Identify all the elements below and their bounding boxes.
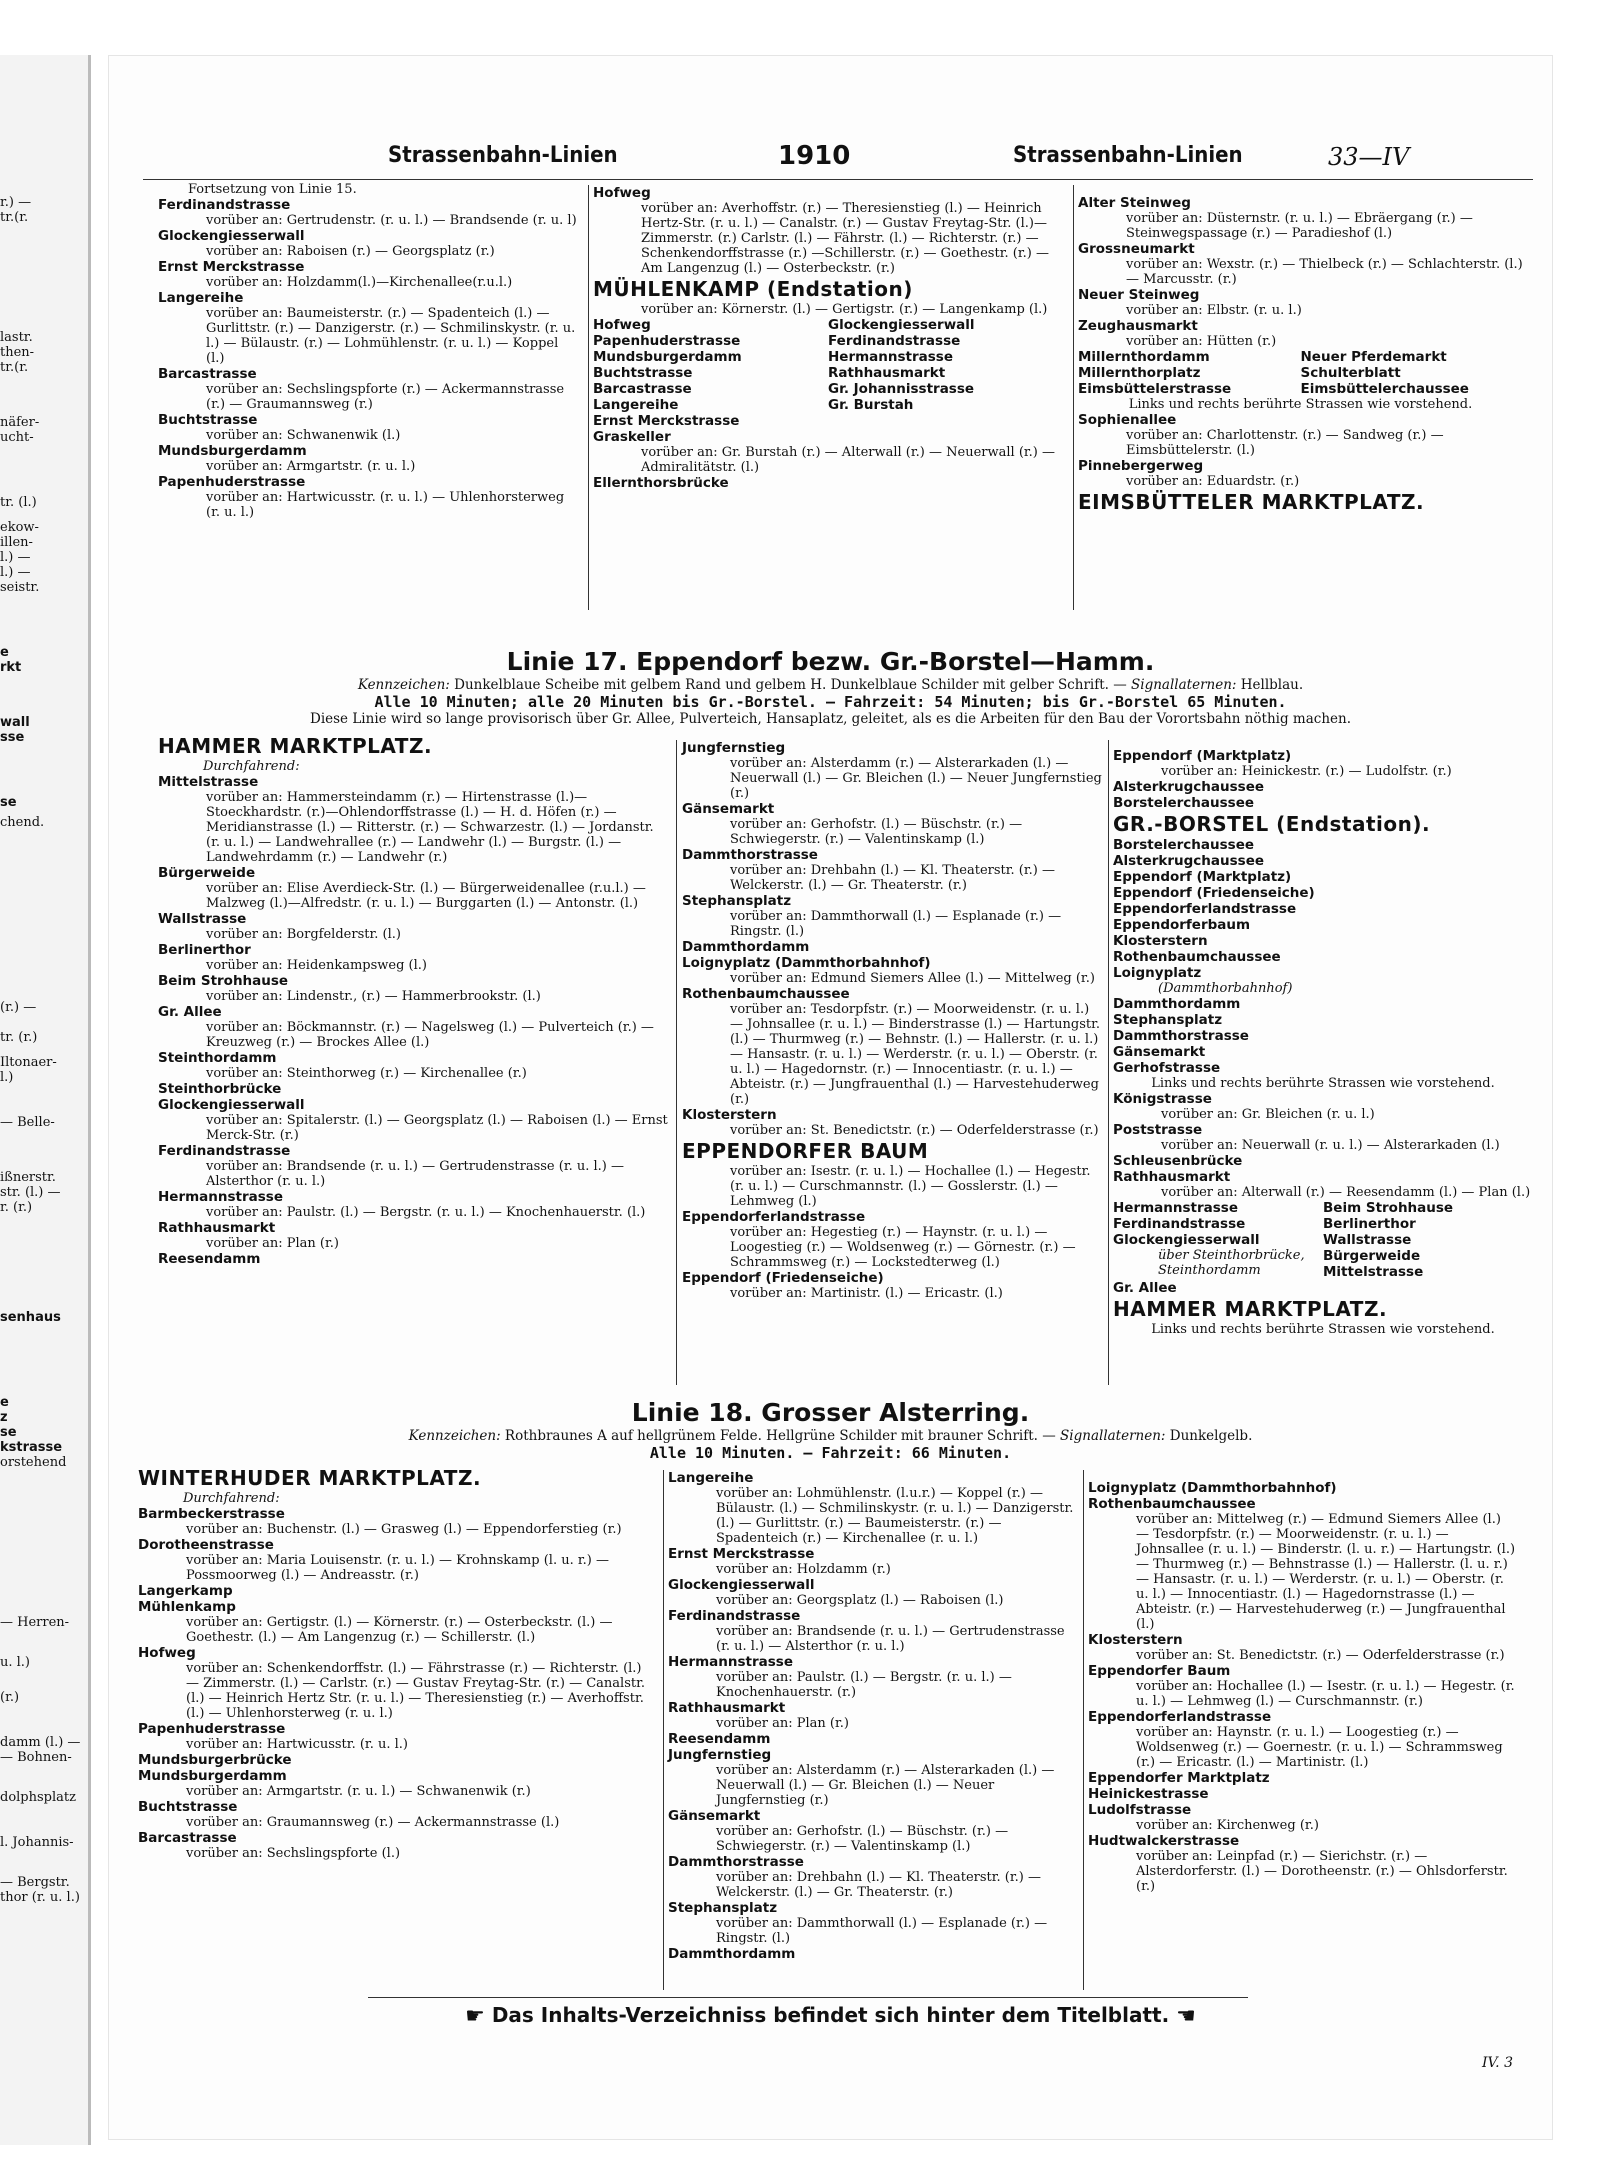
linie17-frequency: Alle 10 Minuten; alle 20 Minuten bis Gr.-Borstel. — Fahrzeit: 54 Minuten; bis Gr.-Borstel 65 Minuten. [374,693,1287,711]
stop-name: Stephansplatz [1113,1012,1223,1028]
passing-streets: vorüber an: Gerhofstr. (l.) — Büschstr. (r.) — Schwiegerstr. (r.) — Valentinskamp (l.) [716,1824,1009,1854]
fragment-text: damm (l.) — [0,1735,81,1750]
durchfahrend-label: Durchfahrend: [183,1491,280,1506]
fragment-text: ucht- [0,430,34,445]
stops-right [828,317,1063,429]
stop-name: Barcastrasse [138,1830,237,1846]
terminus: EPPENDORFER BAUM [682,1139,929,1163]
stop-name: Gänsemarkt [668,1808,761,1824]
fragment-text: tr.(r. [0,360,29,375]
pointing-hand-icon: ☛ [465,2004,485,2029]
fragment-text: z [0,1410,8,1425]
stop-name: Dammthordamm [668,1946,796,1962]
stop-name: Bürgerweide [1323,1248,1421,1264]
stop-name: Barcastrasse [593,381,692,397]
stop-name: Mundsburgerbrücke [138,1752,292,1768]
fragment-text: r. (r.) [0,1200,33,1215]
stop-name: Langereihe [158,290,244,306]
passing-streets: vorüber an: Dammthorwall (l.) — Esplanade (r.) — Ringstr. (l.) [716,1916,1048,1946]
fragment-text: näfer- [0,415,40,430]
stop-name: Stephansplatz [668,1900,778,1916]
passing-streets: vorüber an: Sechslingspforte (l.) [186,1846,401,1861]
stop-name: Eppendorf (Friedenseiche) [1113,885,1315,901]
passing-streets: vorüber an: Hartwicusstr. (r. u. l.) [186,1737,408,1752]
stop-name: Barcastrasse [158,366,257,382]
stop-name: Eppendorf (Marktplatz) [1113,748,1292,764]
stop-name: Gr. Allee [158,1004,222,1020]
page-number: 33—IV [1328,143,1410,171]
stop-name: Millernthordamm [1078,349,1210,365]
durchfahrend-label: Durchfahrend: [203,759,300,774]
stop-name: Gerhofstrasse [1113,1060,1221,1076]
signal-text: Dunkelgelb. [1169,1428,1253,1444]
passing-streets: vorüber an: Averhoffstr. (r.) — Theresienstieg (l.) — Heinrich Hertz-Str. (r. u. l.) — Canalstr. (r.) — Gustav Freytag-Str. (l.)—Zimmerstr. (r.) Carlstr. (l.) — Fährstr. (l.) — Richterstr. (r.) — Schenkendorffstrasse (r.) —Schillerstr. (r.) — Goethestr. (r.) — Am Langenzug (l.) — Osterbeckstr. (r.) [641,201,1049,276]
fragment-text: se [0,1425,17,1440]
fragment-text: — Bergstr. [0,1875,70,1890]
passing-streets: vorüber an: Böckmannstr. (r.) — Nagelsweg (l.) — Pulverteich (r.) — Kreuzweg (r.) — Brockes Allee (l.) [206,1020,654,1050]
stop-name: Berlinerthor [158,942,251,958]
fragment-text: r.) — [0,195,32,210]
stop-name: Hermannstrasse [828,349,953,365]
column-rule [676,740,677,1385]
fragment-text: ekow- [0,520,39,535]
passing-streets: vorüber an: Elise Averdieck-Str. (l.) — Bürgerweidenallee (r.u.l.) — Malzweg (l.)—Alfredstr. (r. u. l.) — Burggarten (l.) — Antonstr. (l.) [206,881,646,911]
stop-name: Bürgerweide [158,865,256,881]
passing-streets: vorüber an: Alsterdamm (r.) — Alsterarkaden (l.) — Neuerwall (l.) — Gr. Bleichen (l.) — Neuer Jungfernstieg (r.) [716,1763,1055,1808]
fragment-text: — Belle- [0,1115,55,1130]
header-left-title: Strassenbahn-Linien [388,143,618,168]
stop-name: Alsterkrugchaussee [1113,779,1265,795]
passing-streets: vorüber an: Borgfelderstr. (l.) [206,927,401,942]
stop-name: Rothenbaumchaussee [682,986,850,1002]
passing-streets: vorüber an: Schwanenwik (l.) [206,428,401,443]
two-column-stops [593,317,1063,429]
linie17-title: Linie 17. Eppendorf bezw. Gr.-Borstel—Hamm. [506,647,1155,676]
stop-name: Klosterstern [1088,1632,1183,1648]
passing-streets: vorüber an: Alterwall (r.) — Reesendamm (l.) — Plan (l.) [1161,1185,1531,1200]
footer-note [108,2003,1553,2029]
column-rule [1083,1470,1084,1990]
fragment-text: tr. (l.) [0,495,37,510]
header-year: 1910 [778,141,851,171]
passing-streets: vorüber an: St. Benedictstr. (r.) — Oderfelderstrasse (r.) [730,1123,1099,1138]
fragment-text: — Herren- [0,1615,70,1630]
fragment-text: l. Johannis- [0,1835,74,1850]
linie17-column-3 [1113,748,1533,1337]
station-note: (Dammthorbahnhof) [1158,981,1293,996]
passing-streets: vorüber an: St. Benedictstr. (r.) — Oderfelderstrasse (r.) [1136,1648,1505,1663]
passing-streets: vorüber an: Raboisen (r.) — Georgsplatz (r.) [206,244,495,259]
passing-streets: vorüber an: Sechslingspforte (r.) — Ackermannstrasse (r.) — Graumannsweg (r.) [206,382,565,412]
fragment-text: thor (r. u. l.) [0,1890,80,1905]
stop-name: Reesendamm [158,1251,261,1267]
fragment-text: se [0,795,17,810]
passing-streets: vorüber an: Gertigstr. (l.) — Körnerstr. (r.) — Osterbeckstr. (l.) — Goethestr. (l.) — Am Langenzug (r.) — Schillerstr. (l.) [186,1615,613,1645]
stop-name: Jungfernstieg [682,740,786,756]
stop-name: Gänsemarkt [1113,1044,1206,1060]
stop-name: Papenhuderstrasse [158,474,306,490]
stops-right [1301,349,1524,397]
passing-streets: vorüber an: Drehbahn (l.) — Kl. Theaterstr. (r.) — Welckerstr. (l.) — Gr. Theaterstr. (r.) [716,1870,1041,1900]
stop-name: Eppendorferlandstrasse [1113,901,1297,917]
passing-streets: vorüber an: Steinthorweg (r.) — Kirchenallee (r.) [206,1066,527,1081]
fragment-text: orstehend [0,1455,67,1470]
passing-streets: vorüber an: Buchenstr. (l.) — Grasweg (l.) — Eppendorferstieg (r.) [186,1522,622,1537]
stop-name: Buchtstrasse [138,1799,238,1815]
stop-name: Glockengiesserwall [158,228,305,244]
column-rule [1073,185,1074,610]
passing-streets: vorüber an: Heinickestr. (r.) — Ludolfstr. (r.) [1161,764,1452,779]
passing-streets: vorüber an: Graumannsweg (r.) — Ackermannstrasse (l.) [186,1815,560,1830]
fragment-text: illen- [0,535,33,550]
stop-name: Rathhausmarkt [158,1220,276,1236]
passing-streets: vorüber an: Drehbahn (l.) — Kl. Theaterstr. (r.) — Welckerstr. (l.) — Gr. Theaterstr. (r.) [730,863,1055,893]
stop-name: Gänsemarkt [682,801,775,817]
stop-name: Gr. Burstah [828,397,914,413]
stop-name: Ernst Merckstrasse [668,1546,815,1562]
stop-name: Pinnebergerweg [1078,458,1204,474]
passing-streets: vorüber an: Armgartstr. (r. u. l.) [206,459,416,474]
terminus: EIMSBÜTTELER MARKTPLATZ. [1078,490,1425,514]
fragment-text: chend. [0,815,45,830]
stop-name: Stephansplatz [682,893,792,909]
stop-name: Hermannstrasse [1113,1200,1238,1216]
directory-page [108,55,1553,2140]
passing-streets: vorüber an: Spitalerstr. (l.) — Georgsplatz (l.) — Raboisen (l.) — Ernst Merck-Str. (r.) [206,1113,668,1143]
stop-name: Schulterblatt [1300,365,1401,381]
stop-name: Hofweg [593,317,651,333]
fragment-text: tr. (r.) [0,1030,38,1045]
passing-streets: vorüber an: Hegestieg (r.) — Haynstr. (r. u. l.) — Loogestieg (r.) — Woldsenweg (r.) — Görnestr. (r.) — Schrammsweg (r.) — Lockstedterweg (l.) [730,1225,1076,1270]
passing-streets: vorüber an: Tesdorpfstr. (r.) — Moorweidenstr. (r. u. l.) — Johnsallee (r. u. l.) — Binderstrasse (l.) — Hartungstr. (l.) — Thurmweg (r.) — Behnstr. (l.) — Hallerstr. (r. u. l.) — Hansastr. (r. u. l.) — Werderstr. (r. u. l.) — Oberstr. (r. u. l.) — Hagedornstr. (r.) — Innocentiastr. (r. u. l.) — Abteistr. (r.) — Jungfrauenthal (l.) — Harvestehuderweg (r.) [730,1002,1101,1107]
passing-streets: vorüber an: Dammthorwall (l.) — Esplanade (r.) — Ringstr. (l.) [730,909,1062,939]
kennzeichen-text: Dunkelblaue Scheibe mit gelbem Rand und gelbem H. Dunkelblaue Schilder mit gelber Schrift. — [454,677,1127,693]
stop-name: Barmbeckerstrasse [138,1506,285,1522]
footer-text: Das Inhalts-Verzeichniss befindet sich hinter dem Titelblatt. [491,2003,1170,2027]
passing-streets: vorüber an: Holzdamm(l.)—Kirchenallee(r.u.l.) [206,275,513,290]
linie15-column-2 [593,185,1063,491]
stop-name: Loignyplatz [1113,965,1202,981]
stop-name: Eppendorfer Baum [1088,1663,1231,1679]
stop-name: Hudtwalckerstrasse [1088,1833,1240,1849]
stop-name: Langereihe [668,1470,754,1486]
fragment-text: (r.) — [0,1000,37,1015]
passing-streets: vorüber an: Schenkendorffstr. (l.) — Fährstrasse (r.) — Richterstr. (l.) — Zimmerstr. (l.) — Carlstr. (r.) — Gustav Freytag-Str. (r.) — Canalstr. (l.) — Heinrich Hertz Str. (r. u. l.) — Theresienstieg (r.) — Averhoffstr. (l.) — Uhlenhorsterweg (r. u. l.) [186,1661,646,1721]
fragment-text: seistr. [0,580,40,595]
stop-name: Eppendorf (Friedenseiche) [682,1270,884,1286]
stop-name: Jungfernstieg [668,1747,772,1763]
column-rule [1108,740,1109,1385]
adjacent-page-fragment [0,55,91,2145]
stop-name: Glockengiesserwall [828,317,975,333]
stop-name: Ludolfstrasse [1088,1802,1192,1818]
passing-streets: vorüber an: Haynstr. (r. u. l.) — Loogestieg (r.) — Woldsenweg (r.) — Goernestr. (r. u. l.) — Schrammsweg (r.) — Ericastr. (l.) — Martinistr. (l.) [1136,1725,1503,1770]
passing-streets: vorüber an: Hartwicusstr. (r. u. l.) — Uhlenhorsterweg (r. u. l.) [206,490,565,520]
stop-name: Sophienallee [1078,412,1177,428]
fragment-text: rkt [0,660,22,675]
stop-name: Steinthordamm [158,1050,277,1066]
passing-streets: vorüber an: Alsterdamm (r.) — Alsterarkaden (l.) — Neuerwall (l.) — Gr. Bleichen (l.) — Neuer Jungfernstieg (r.) [730,756,1102,801]
stop-name: Millernthorplatz [1078,365,1201,381]
passing-streets: vorüber an: Gertrudenstr. (r. u. l.) — Brandsende (r. u. l) [206,213,577,228]
fragment-text: tr.(r. [0,210,29,225]
stop-name: Alsterkrugchaussee [1113,853,1265,869]
fragment-text: kstrasse [0,1440,63,1455]
stop-name: Hofweg [138,1645,196,1661]
stop-name: Mundsburgerdamm [138,1768,287,1784]
stop-name: Borstelerchaussee [1113,837,1255,853]
linie17-column-1 [158,733,668,1267]
passing-streets: vorüber an: Düsternstr. (r. u. l.) — Ebräergang (r.) — Steinwegspassage (r.) — Paradieshof (l.) [1126,211,1473,241]
fragment-text: senhaus [0,1310,61,1325]
stops-left [1078,349,1301,397]
passing-streets: vorüber an: Georgsplatz (l.) — Raboisen (l.) [716,1593,1004,1608]
stop-name: Neuer Pferdemarkt [1300,349,1447,365]
passing-streets: vorüber an: Edmund Siemers Allee (l.) — Mittelweg (r.) [730,971,1095,986]
stop-name: Buchtstrasse [593,365,693,381]
linie18-column-1 [138,1465,658,1861]
passing-streets: vorüber an: Leinpfad (r.) — Sierichstr. (r.) — Alsterdorferstr. (l.) — Dorotheenstr. (r.) — Ohlsdorferstr. (r.) [1136,1849,1508,1894]
stop-name: Mundsburgerdamm [158,443,307,459]
passing-streets: vorüber an: Gr. Bleichen (r. u. l.) [1161,1107,1375,1122]
linie18-title: Linie 18. Grosser Alsterring. [631,1398,1030,1427]
stop-name: Dammthorstrasse [682,847,818,863]
stop-name: Mühlenkamp [138,1599,236,1615]
fragment-text: Iltonaer- [0,1055,57,1070]
passing-streets: vorüber an: Lindenstr., (r.) — Hammerbrookstr. (l.) [206,989,541,1004]
kennzeichen-label: Kennzeichen: [408,1428,501,1444]
stop-name: Ferdinandstrasse [668,1608,801,1624]
signal-label: Signallaternen: [1131,677,1237,693]
stop-name: Ernst Merckstrasse [593,413,740,429]
passing-streets: vorüber an: Martinistr. (l.) — Ericastr. (l.) [730,1286,1003,1301]
stop-name: Loignyplatz (Dammthorbahnhof) [1088,1480,1337,1496]
linie18-column-3 [1088,1480,1518,1894]
page-header [108,143,1553,183]
passing-streets: vorüber an: Brandsende (r. u. l.) — Gertrudenstrasse (r. u. l.) — Alsterthor (r. u. l.) [716,1624,1065,1654]
stop-name: Zeughausmarkt [1078,318,1198,334]
stop-name: Wallstrasse [158,911,247,927]
header-rule [143,179,1533,180]
fragment-text: sse [0,730,25,745]
stop-name: Ernst Merckstrasse [158,259,305,275]
fragment-text: u. l.) [0,1655,30,1670]
passing-streets: vorüber an: Isestr. (r. u. l.) — Hochallee (l.) — Hegestr. (r. u. l.) — Curschmannstr. (l.) — Gosslerstr. (l.) — Lehmweg (l.) [730,1164,1091,1209]
stop-name: Mittelstrasse [1323,1264,1424,1280]
stop-name: Rothenbaumchaussee [1113,949,1281,965]
stop-name: Dammthordamm [1113,996,1241,1012]
kennzeichen-text: Rothbraunes A auf hellgrünem Felde. Hellgrüne Schilder mit brauner Schrift. — [504,1428,1056,1444]
passing-streets: vorüber an: Eduardstr. (r.) [1126,474,1300,489]
header-right-title: Strassenbahn-Linien [1013,143,1243,168]
linie18-kennzeichen [108,1428,1553,1444]
stop-name: Glockengiesserwall [668,1577,815,1593]
fragment-text: e [0,645,9,660]
stop-name: Wallstrasse [1323,1232,1412,1248]
passing-streets: vorüber an: Körnerstr. (l.) — Gertigstr. (r.) — Langenkamp (l.) [641,302,1048,317]
stop-name: Königstrasse [1113,1091,1212,1107]
continuation-note: Fortsetzung von Linie 15. [188,182,357,197]
passing-streets: vorüber an: Hochallee (l.) — Isestr. (r. u. l.) — Hegestr. (r. u. l.) — Lehmweg (l.) — Curschmannstr. (r.) [1136,1679,1515,1709]
column-rule [588,185,589,610]
passing-streets: vorüber an: Holzdamm (r.) [716,1562,891,1577]
fragment-text: wall [0,715,30,730]
kennzeichen-label: Kennzeichen: [357,677,450,693]
pointing-hand-icon: ☚ [1176,2004,1196,2029]
stops-left [1113,1200,1323,1280]
stop-name: Eimsbüttelerchaussee [1300,381,1469,397]
stop-name: Hermannstrasse [668,1654,793,1670]
passing-streets: vorüber an: Hammersteindamm (r.) — Hirtenstrasse (l.)—Stoeckhardstr. (r.)—Ohlendorffstrasse (l.) — H. d. Höfen (r.) — Meridianstrasse (l.) — Ritterstr. (r.) — Schwarzestr. (l.) — Jordanstr. (r. u. l.) — Landwehrallee (r.) — Landwehr (l.) — Burgstr. (l.) — Landwehrdamm (r.) — Landwehr (r.) [206,790,654,865]
terminus: WINTERHUDER MARKTPLATZ. [138,1466,482,1490]
stop-name: Eimsbüttelerstrasse [1078,381,1232,397]
stop-name: Berlinerthor [1323,1216,1416,1232]
two-column-stops [1078,349,1523,397]
stop-name: Ferdinandstrasse [1113,1216,1246,1232]
stop-name: Glockengiesserwall [1113,1232,1260,1248]
linie17-column-2 [682,740,1102,1301]
passing-streets: vorüber an: Heidenkampsweg (l.) [206,958,427,973]
stop-name: Hermannstrasse [158,1189,283,1205]
route-note: über Steinthorbrücke, Steinthordamm [1158,1248,1305,1278]
linie15-column-1 [158,182,578,520]
stop-name: Eppendorf (Marktplatz) [1113,869,1292,885]
stop-name: Buchtstrasse [158,412,258,428]
two-column-stops [1113,1200,1533,1280]
stop-name: Mittelstrasse [158,774,259,790]
stop-name: Grossneumarkt [1078,241,1195,257]
stop-name: Dorotheenstrasse [138,1537,274,1553]
stop-name: Heinickestrasse [1088,1786,1209,1802]
passing-streets: vorüber an: Armgartstr. (r. u. l.) — Schwanenwik (r.) [186,1784,531,1799]
passing-streets: vorüber an: Mittelweg (r.) — Edmund Siemers Allee (l.) — Tesdorpfstr. (r.) — Moorweidenstr. (r. u. l.) — Johnsallee (r. u. l.) — Binderstr. (l. u. r.) — Hartungstr. (l.) — Thurmweg (r.) — Behnstrasse (l.) — Hallerstr. (l. u. r.) — Hansastr. (r. u. l.) — Werderstr. (r. u. l.) — Oberstr. (r. u. l.) — Innocentiastr. (l.) — Hagedornstrasse (l.) — Abteistr. (r.) — Harvestehuderweg (r.) — Jungfrauenthal (l.) [1136,1512,1516,1632]
passing-streets: vorüber an: Kirchenweg (r.) [1136,1818,1319,1833]
linie18-column-2 [668,1470,1078,1962]
passing-streets: vorüber an: Neuerwall (r. u. l.) — Alsterarkaden (l.) [1161,1138,1500,1153]
fragment-text: str. (l.) — [0,1185,61,1200]
stops-left [593,317,828,429]
passing-streets: vorüber an: Baumeisterstr. (r.) — Spadenteich (l.) — Gurlittstr. (r.) — Danzigerstr. (r.) — Schmilinskystr. (r. u. l.) — Bülaustr. (r.) — Lohmühlenstr. (r. u. l.) — Koppel (l.) [206,306,576,366]
stop-name: Dammthorstrasse [1113,1028,1249,1044]
fragment-text: lastr. [0,330,33,345]
stop-name: Papenhuderstrasse [593,333,741,349]
stop-name: Langerkamp [138,1583,233,1599]
stop-name: Eppendorferlandstrasse [682,1209,866,1225]
stops-right [1323,1200,1533,1280]
terminus: MÜHLENKAMP (Endstation) [593,277,913,301]
stop-name: Klosterstern [682,1107,777,1123]
passing-streets: vorüber an: Charlottenstr. (r.) — Sandweg (r.) — Eimsbüttelerstr. (l.) [1126,428,1444,458]
stop-name: Rathhausmarkt [1113,1169,1231,1185]
passing-streets: vorüber an: Paulstr. (l.) — Bergstr. (r. u. l.) — Knochenhauerstr. (l.) [206,1205,646,1220]
stop-name: Dammthorstrasse [668,1854,804,1870]
passing-streets: vorüber an: Gerhofstr. (l.) — Büschstr. (r.) — Schwiegerstr. (r.) — Valentinskamp (l.) [730,817,1023,847]
signal-text: Hellblau. [1240,677,1304,693]
fragment-text: then- [0,345,35,360]
stop-name: Borstelerchaussee [1113,795,1255,811]
stop-name: Ellernthorsbrücke [593,475,729,491]
stop-name: Mundsburgerdamm [593,349,742,365]
stop-name: Papenhuderstrasse [138,1721,286,1737]
stop-name: Alter Steinweg [1078,195,1191,211]
terminus: GR.-BORSTEL (Endstation). [1113,812,1431,836]
fragment-text: ißnerstr. [0,1170,56,1185]
fragment-text: (r.) [0,1690,20,1705]
fragment-text: e [0,1395,9,1410]
stop-name: Neuer Steinweg [1078,287,1200,303]
stop-name: Ferdinandstrasse [158,1143,291,1159]
passing-streets: vorüber an: Paulstr. (l.) — Bergstr. (r. u. l.) — Knochenhauerstr. (r.) [716,1670,1012,1700]
passing-streets: vorüber an: Elbstr. (r. u. l.) [1126,303,1302,318]
passing-streets: vorüber an: Hütten (r.) [1126,334,1277,349]
stop-name: Langereihe [593,397,679,413]
fragment-text: l.) [0,1070,14,1085]
note: Links und rechts berührte Strassen wie vorstehend. [1151,1076,1495,1091]
fragment-text: l.) — [0,550,31,565]
stop-name: Ferdinandstrasse [158,197,291,213]
fragment-text: dolphsplatz [0,1790,76,1805]
stop-name: Poststrasse [1113,1122,1203,1138]
stop-name: Klosterstern [1113,933,1208,949]
stop-name: Eppendorfer Marktplatz [1088,1770,1270,1786]
stop-name: Eppendorferlandstrasse [1088,1709,1272,1725]
stop-name: Rathhausmarkt [828,365,946,381]
stop-name: Reesendamm [668,1731,771,1747]
passing-streets: vorüber an: Gr. Burstah (r.) — Alterwall (r.) — Neuerwall (r.) — Admiralitätstr. (l.) [641,445,1056,475]
stop-name: Rathhausmarkt [668,1700,786,1716]
passing-streets: vorüber an: Lohmühlenstr. (l.u.r.) — Koppel (r.) — Bülaustr. (l.) — Schmilinskystr. (r. u. l.) — Danzigerstr. (l.) — Gurlittstr. (r.) — Baumeisterstr. (r.) — Spadenteich (r.) — Kirchenallee (r. u. l.) [716,1486,1074,1546]
fragment-text: — Bohnen- [0,1750,72,1765]
stop-name: Schleusenbrücke [1113,1153,1243,1169]
linie17-kennzeichen [108,677,1553,693]
stop-name: Graskeller [593,429,671,445]
stop-name: Loignyplatz (Dammthorbahnhof) [682,955,931,971]
terminus: HAMMER MARKTPLATZ. [158,734,433,758]
stop-name: Gr. Johannisstrasse [828,381,975,397]
terminus: HAMMER MARKTPLATZ. [1113,1297,1388,1321]
stop-name: Ferdinandstrasse [828,333,961,349]
stop-name: Dammthordamm [682,939,810,955]
note: Links und rechts berührte Strassen wie vorstehend. [1128,397,1473,412]
linie15-column-3 [1078,195,1523,515]
footer-rule [368,1997,1248,1998]
page-signature: IV. 3 [1481,2055,1513,2071]
passing-streets: vorüber an: Plan (r.) [716,1716,849,1731]
stop-name: Rothenbaumchaussee [1088,1496,1256,1512]
note: Links und rechts berührte Strassen wie vorstehend. [1151,1322,1495,1337]
stop-name: Hofweg [593,185,651,201]
signal-label: Signallaternen: [1060,1428,1166,1444]
passing-streets: vorüber an: Maria Louisenstr. (r. u. l.) — Krohnskamp (l. u. r.) — Possmoorweg (l.) — Andreasstr. (r.) [186,1553,609,1583]
stop-name: Beim Strohhause [1323,1200,1454,1216]
column-rule [663,1470,664,1990]
linie18-frequency: Alle 10 Minuten. — Fahrzeit: 66 Minuten. [649,1444,1012,1462]
stop-name: Eppendorferbaum [1113,917,1251,933]
passing-streets: vorüber an: Wexstr. (r.) — Thielbeck (r.) — Schlachterstr. (l.) — Marcusstr. (r.) [1126,257,1523,287]
passing-streets: vorüber an: Plan (r.) [206,1236,339,1251]
stop-name: Beim Strohhause [158,973,289,989]
stop-name: Gr. Allee [1113,1280,1177,1296]
fragment-text: l.) — [0,565,31,580]
stop-name: Glockengiesserwall [158,1097,305,1113]
passing-streets: vorüber an: Brandsende (r. u. l.) — Gertrudenstrasse (r. u. l.) — Alsterthor (r. u. l.) [206,1159,625,1189]
stop-name: Steinthorbrücke [158,1081,282,1097]
linie17-info: Diese Linie wird so lange provisorisch über Gr. Allee, Pulverteich, Hansaplatz, geleitet, als es die Arbeiten für den Bau der Vorortsbahn nöthig machen. [310,711,1351,727]
